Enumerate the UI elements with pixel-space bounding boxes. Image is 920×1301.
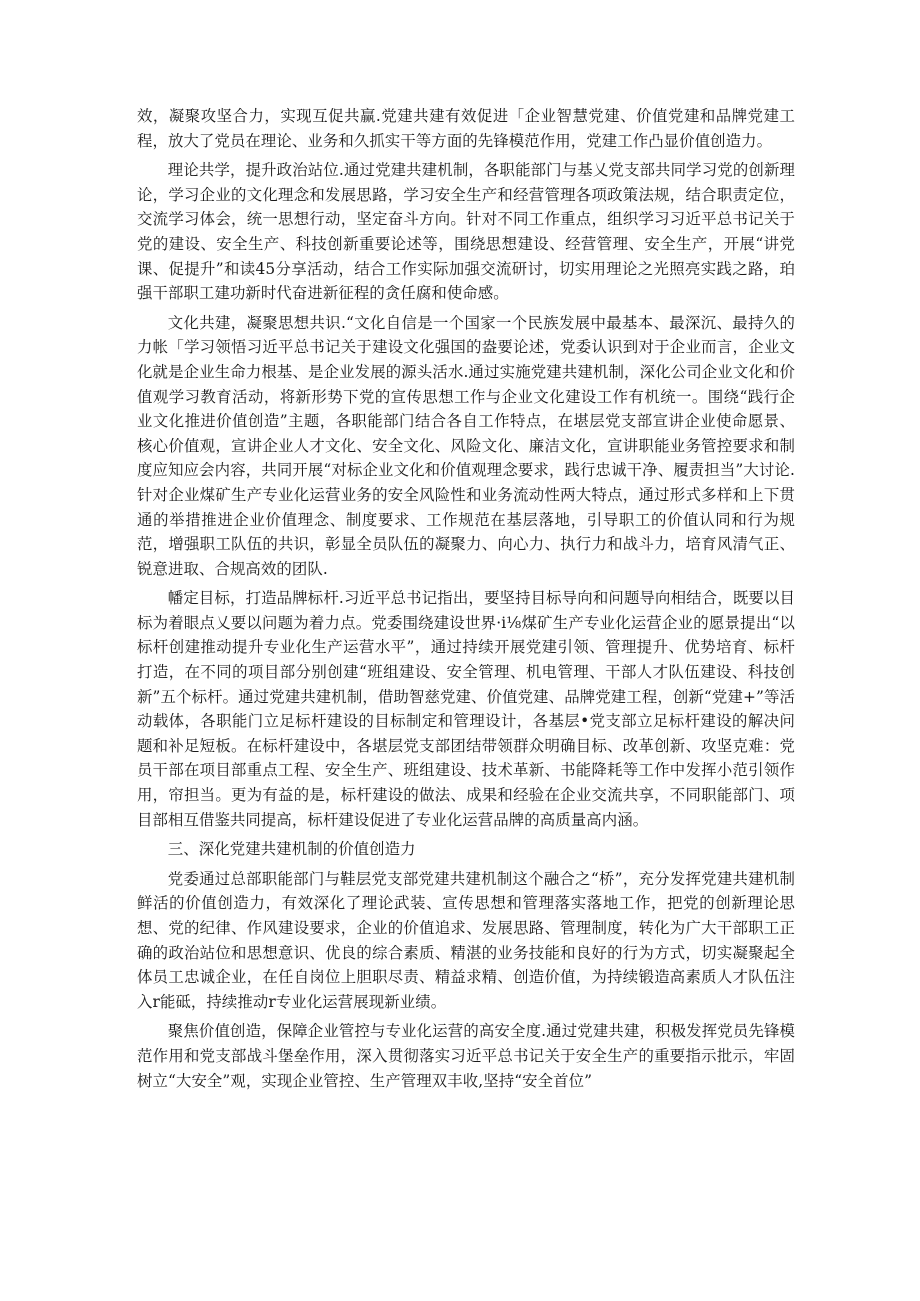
paragraph-continuation: 效，凝聚攻坚合力，实现互促共赢.党建共建有效促进「企业智慧党建、价值党建和品牌党建工程，放大了党员在理论、业务和久抓实干等方面的先锋模范作用，党建工作凸显价值创造力。 bbox=[137, 107, 795, 150]
paragraph-safety-focus: 聚焦价值创造，保障企业管控与专业化运营的高安全度.通过党建共建，积极发挥党员先锋模范作用和党支部战斗堡垒作用，深入贯彻落实习近平总书记关于安全生产的重要指示批示，牢固树立“大安全”观，实现企业管控、生产管理双丰收,坚持“安全首位” bbox=[137, 1022, 795, 1090]
paragraph-culture-building: 文化共建，凝聚思想共识.“文化自信是一个国家一个民族发展中最基本、最深沉、最持久的力帐「学习领悟习近平总书记关于建设文化强国的盎要论述，党委认识到对于企业而言，企业文化就是企业生命力根基、是企业发展的源头活水.通过实施党建共建机制，深化公司企业文化和价值观学习教育活动，将新形势下党的宣传思想工作与企业文化建设工作有机统一。围绕“践行企业文化推进价值创造”主题，各职能部门结合各自工作特点，在堪层党支部宣讲企业使命愿景、核心价值观，宣讲企业人才文化、安全文化、风险文化、廉洁文化，宣讲职能业务管控要求和制度应知应会内容，共同开展“对标企业文化和价值观理念要求，践行忠诚干净、履责担当”大讨论.针对企业煤矿生产专业化运营业务的安全风险性和业务流动性两大特点，通过形式多样和上下贯通的举措推进企业价值理念、制度要求、工作规范在基层落地，引导职工的价值认同和行为规范，增强职工队伍的共识，彰显全员队伍的凝聚力、向心力、执行力和战斗力，培育风清气正、锐意进取、合规高效的团队. bbox=[137, 313, 795, 578]
document-body bbox=[137, 104, 795, 1098]
paragraph-benchmark-goals: 幡定目标，打造品牌标杆.习近平总书记指出，要坚持目标导向和问题导向相结合，既要以目标为着眼点乂要以问题为着力点。党委围绕建设世界·i⅛煤矿生产专业化运营企业的愿景提出“以标杆创建推动提升专业化生产运营水平”，通过持续开展党建引领、管理提升、优势培育、标杆打造，在不同的项目部分别创建“班组建设、安全管理、机电管理、干部人才队伍建设、科技创新”五个标杆。通过党建共建机制，借助智慈党建、价值党建、品牌党建工程，创新“党建+”等活动载体，各职能门立足标杆建设的目标制定和管理设计，各基层•党支部立足标杆建设的解决问题和补足短板。在标杆建设中，各堪层党支部团结带领群众明确目标、改革创新、攻坚克难：党员干部在项目部重点工程、安全生产、班组建设、技术革新、书能降耗等工作中发挥小范引领作用，帘担当。更为有益的是，标杆建设的做法、成果和经验在企业交流共享，不同职能部门、项目部相互借鉴共同提高，标杆建设促进了专业化运营品牌的高质量高内涵。 bbox=[137, 589, 795, 829]
paragraph-theory-study: 理论共学，提升政治站位.通过党建共建机制，各职能部门与基乂党支部共同学习党的创新理论，学习企业的文化理念和发展思路，学习安全生产和经营管理各项政策法规，结合职责定位，交流学习体会，统一思想行动，坚定奋斗方向。针对不同工作重点，组织学习习近平总书记关于党的建设、安全生产、科技创新重要论述等，围绕思想建设、经营管理、安全生产，开展“讲党课、促提升”和读45分享活动，结合工作实际加强交流研讨，切实用理论之光照亮实践之路，珀强干部职工建功新时代奋进新征程的贪任腐和使命感。 bbox=[137, 161, 795, 303]
section-heading: 三、深化党建共建机制的价值创造力 bbox=[167, 840, 416, 859]
paragraph-value-creation: 党委通过总部职能部门与鞋层党支部党建共建机制这个融合之“桥”，充分发挥党建共建机制鲜活的价值创造力，有效深化了理论武装、宣传思想和管理落实落地工作，把党的创新理论思想、党的纪律、作风建设要求，企业的价值追求、发展思路、管理制度，转化为广大干部职工正确的政治站位和思想意识、优良的综合素质、精湛的业务技能和良好的行为方式，切实凝聚起全体员工忠诚企业，在任自岗位上胆职尽责、精益求精、创造价值，为持续锻造高素质人才队伍注入r能砥，持续推动r专业化运营展现新业绩。 bbox=[137, 869, 795, 1011]
